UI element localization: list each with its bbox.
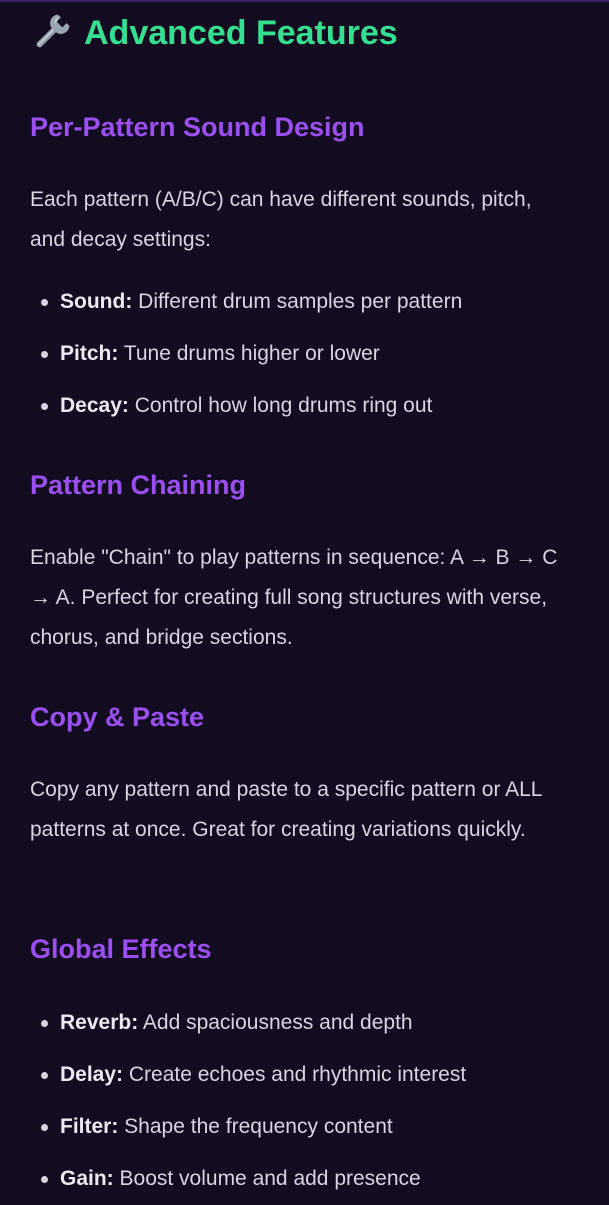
list-item-pitch: [30, 328, 462, 380]
list-item-desc: Tune drums higher or lower: [118, 342, 380, 365]
page-title: [30, 12, 398, 54]
list-item-term: Gain:: [60, 1167, 114, 1190]
list-item-reverb: [30, 997, 466, 1049]
list-item-term: Decay:: [60, 394, 129, 417]
list-item-term: Sound:: [60, 290, 133, 313]
list-item-term: Delay:: [60, 1063, 124, 1086]
list-item-term: Pitch:: [60, 342, 119, 365]
list-item-filter: [30, 1101, 466, 1153]
list-item-gain: [30, 1153, 466, 1205]
page-title-text: Advanced Features: [84, 13, 398, 52]
section-text-pattern-chaining: Enable "Chain" to play patterns in sequence: A → B → C → A. Perfect for creating full song structures with verse, chorus, and bridge sections.: [30, 546, 558, 649]
global-effects-list: [30, 997, 466, 1205]
list-item-desc: Boost volume and add presence: [113, 1167, 421, 1190]
list-item-desc: Add spaciousness and depth: [138, 1011, 413, 1034]
list-item-term: Reverb:: [60, 1011, 139, 1034]
list-item-desc: Different drum samples per pattern: [132, 290, 463, 313]
wrench-icon: [30, 12, 72, 54]
section-title-pattern-chaining: Pattern Chaining: [30, 470, 247, 500]
list-item-desc: Create echoes and rhythmic interest: [123, 1063, 467, 1086]
section-text-copy-paste: Copy any pattern and paste to a specific pattern or ALL patterns at once. Great for creating variations quickly.: [30, 778, 542, 841]
list-item-term: Filter:: [60, 1115, 119, 1138]
list-item-decay: [30, 380, 462, 432]
list-item-desc: Control how long drums ring out: [128, 394, 433, 417]
list-item-desc: Shape the frequency content: [118, 1115, 393, 1138]
section-text-per-pattern-sound-design: Each pattern (A/B/C) can have different sounds, pitch, and decay settings:: [30, 188, 532, 251]
list-item-sound: [30, 276, 462, 328]
section-title-per-pattern-sound-design: Per-Pattern Sound Design: [30, 112, 365, 142]
list-item-delay: [30, 1049, 466, 1101]
section-title-global-effects: Global Effects: [30, 934, 212, 964]
section-title-copy-paste: Copy & Paste: [30, 702, 205, 732]
sound-settings-list: [30, 276, 462, 432]
